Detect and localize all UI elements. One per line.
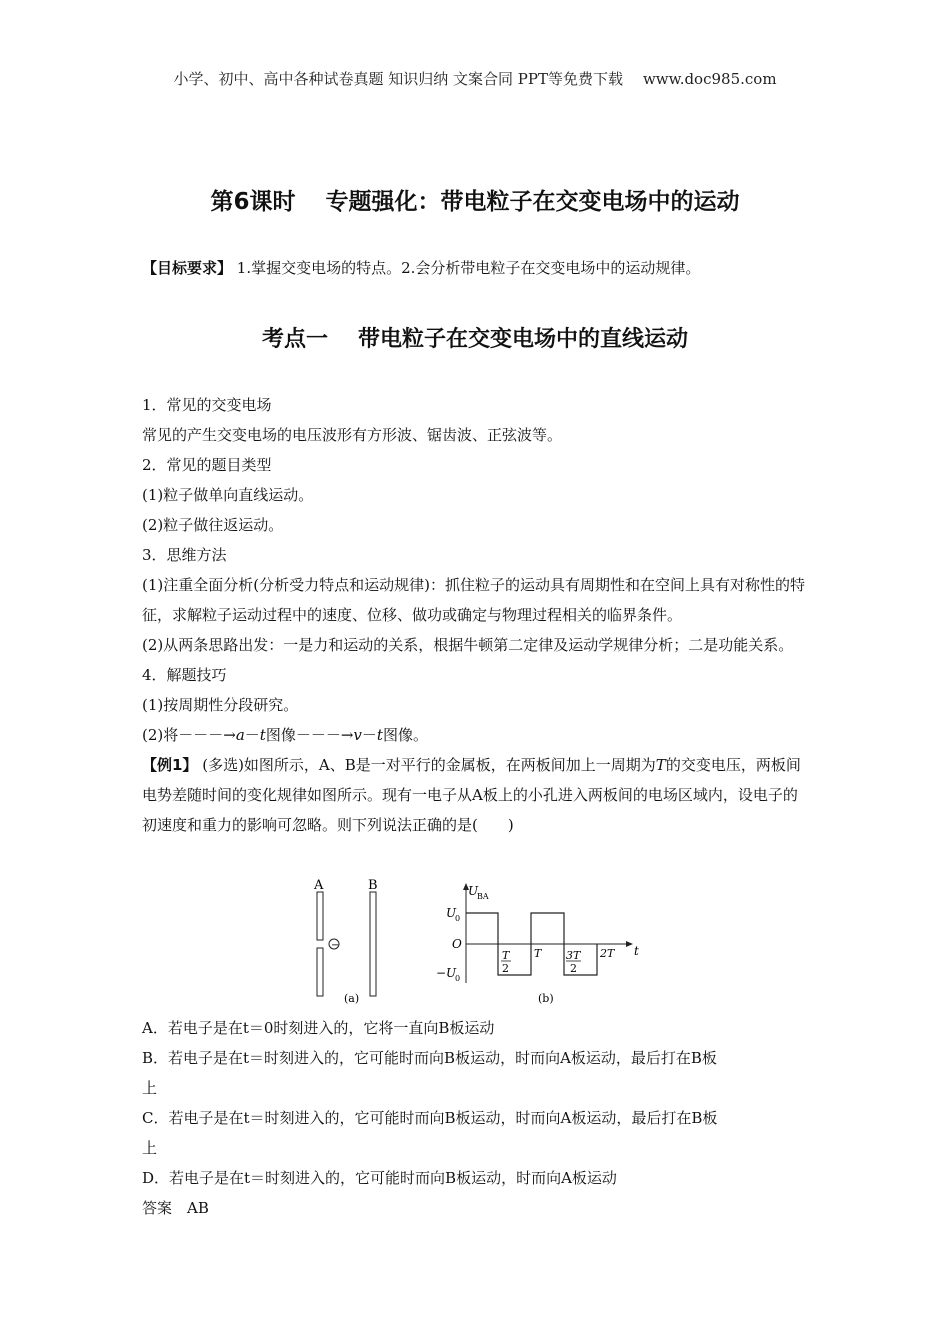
heading-4: 4．解题技巧 (142, 666, 227, 684)
goal-text: 1.掌握交变电场的特点。2.会分析带电粒子在交变电场中的运动规律。 (236, 259, 701, 277)
origin-label: O (452, 937, 462, 951)
lesson-title (0, 183, 950, 216)
t-axis-arrow-icon (626, 941, 633, 947)
section-title: 带电粒子在交变电场中的直线运动 (358, 327, 689, 352)
plate-b (370, 892, 376, 996)
heading-3: 3．思维方法 (142, 546, 227, 564)
example-figure (300, 875, 660, 1010)
answer-line (142, 1193, 812, 1223)
tick-t2-den: 2 (502, 962, 509, 975)
plate-a-label: A (314, 878, 324, 893)
goal-tag: 【目标要求】 (142, 259, 233, 277)
lesson-topic: 专题强化：带电粒子在交变电场中的运动 (325, 189, 740, 215)
section-label: 考点一 (261, 327, 328, 352)
content-body (142, 390, 812, 840)
paragraph-3a: (1)注重全面分析(分析受力特点和运动规律)：抓住粒子的运动具有周期性和在空间上具有对称性的特征，求解粒子运动过程中的速度、位移、做功或确定与物理过程相关的临界条件。 (142, 576, 805, 624)
heading-1: 1．常见的交变电场 (142, 396, 272, 414)
paragraph-1: 常见的产生交变电场的电压波形有方形波、锯齿波、正弦波等。 (142, 426, 563, 444)
figure-svg (300, 875, 660, 1010)
t-axis-label: t (634, 944, 639, 958)
tick-2T: 2T (600, 947, 615, 960)
u0-label: U (446, 906, 457, 920)
plate-b-label: B (368, 878, 378, 893)
y-axis-sub: BA (477, 892, 489, 901)
neg-u0-sub: 0 (455, 974, 461, 983)
heading-2: 2．常见的题目类型 (142, 456, 272, 474)
example-tag: 【例1】 (142, 756, 198, 774)
section-heading (0, 322, 950, 353)
caption-b: (b) (538, 992, 554, 1005)
plate-a-upper (317, 892, 323, 940)
u0-sub: 0 (455, 914, 461, 923)
option-b-line2: 上 (142, 1079, 158, 1097)
paragraph-4b: (2)将－－－→a－t图像－－－→v－t图像。 (142, 726, 428, 744)
paragraph-2b: (2)粒子做往返运动。 (142, 516, 284, 534)
option-b-line1: B．若电子是在t＝时刻进入的，它可能时而向B板运动，时而向A板运动，最后打在B板 (142, 1049, 717, 1067)
option-c-line1: C．若电子是在t＝时刻进入的，它可能时而向B板运动，时而向A板运动，最后打在B板 (142, 1109, 718, 1127)
goal-requirements (142, 257, 700, 278)
option-d: D．若电子是在t＝时刻进入的，它可能时而向B板运动，时而向A板运动 (142, 1169, 617, 1187)
paragraph-4a: (1)按周期性分段研究。 (142, 696, 299, 714)
header-site-link[interactable]: www.doc985.com (642, 70, 777, 88)
y-axis-label: U (468, 884, 479, 898)
answer-label: 答案 (142, 1199, 173, 1217)
neg-u0-label: −U (436, 966, 457, 980)
answer-value: AB (187, 1199, 209, 1217)
caption-a: (a) (344, 992, 360, 1005)
lesson-number: 第6课时 (210, 189, 296, 215)
tick-t2-num: T (502, 949, 510, 962)
option-a: A．若电子是在t＝0时刻进入的，它将一直向B板运动 (142, 1019, 495, 1037)
options-list (142, 1013, 812, 1223)
tick-3t2-num: 3T (566, 949, 581, 962)
tick-3t2-den: 2 (570, 962, 577, 975)
plate-a-lower (317, 948, 323, 996)
paragraph-2a: (1)粒子做单向直线运动。 (142, 486, 314, 504)
electron-sign: − (331, 940, 340, 951)
page-header (0, 68, 950, 89)
header-text: 小学、初中、高中各种试卷真题 知识归纳 文案合同 PPT等免费下载 (173, 70, 623, 88)
option-c-line2: 上 (142, 1139, 158, 1157)
paragraph-3b: (2)从两条思路出发：一是力和运动的关系，根据牛顿第二定律及运动学规律分析；二是功能关系。 (142, 636, 794, 654)
tick-T: T (534, 947, 542, 960)
example-1: 【例1】 (多选)如图所示，A、B是一对平行的金属板，在两板间加上一周期为T的交变电压，两板间电势差随时间的变化规律如图所示。现有一电子从A板上的小孔进入两板间的电场区域内，设电子的初速度和重力的影响可忽略。则下列说法正确的是( ) (142, 756, 801, 834)
